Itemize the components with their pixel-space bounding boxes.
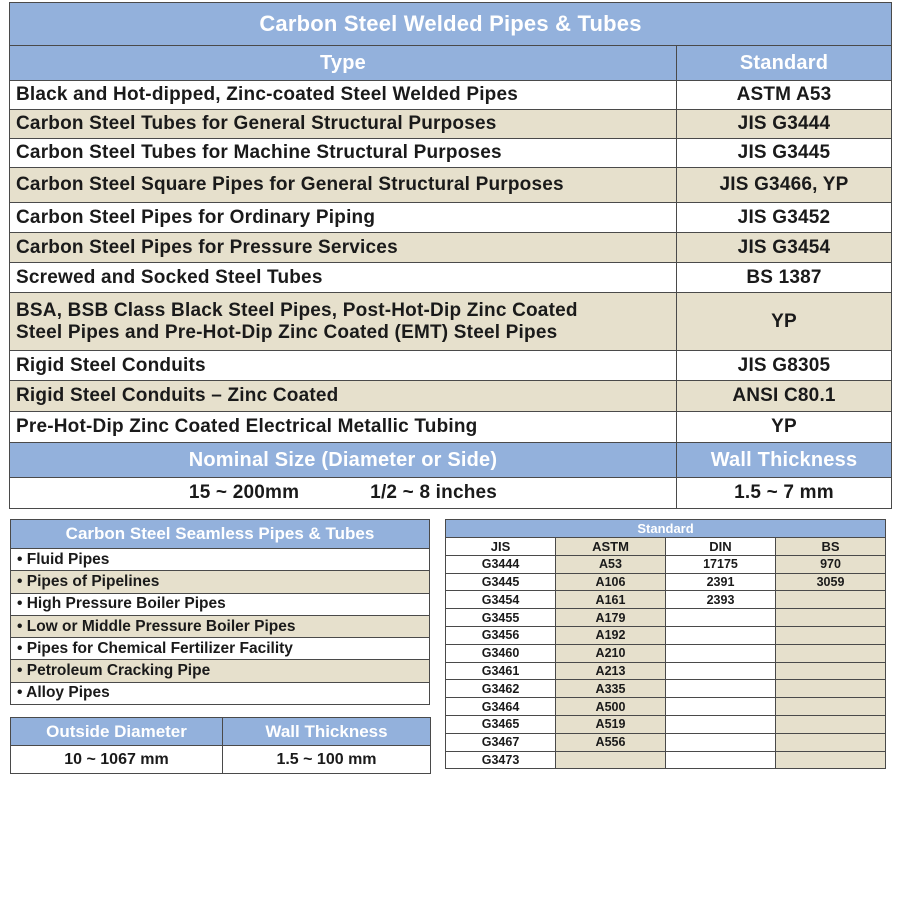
astm-cell: A179 (556, 609, 666, 627)
table-row (446, 680, 886, 698)
astm-cell: A335 (556, 680, 666, 698)
standard-cell: ANSI C80.1 (677, 381, 892, 412)
din-cell (666, 609, 776, 627)
astm-cell: A192 (556, 626, 666, 644)
jis-cell: G3465 (446, 715, 556, 733)
din-cell: 2391 (666, 573, 776, 591)
wall-thickness-value: 1.5 ~ 7 mm (677, 478, 892, 509)
type-cell: Carbon Steel Tubes for General Structural Purposes (10, 110, 677, 139)
standard-cell: JIS G8305 (677, 351, 892, 381)
din-cell (666, 680, 776, 698)
welded-title: Carbon Steel Welded Pipes & Tubes (10, 3, 892, 46)
bs-cell (776, 715, 886, 733)
astm-cell: A210 (556, 644, 666, 662)
table-row (446, 733, 886, 751)
standard-column-header: Standard (677, 46, 892, 81)
list-item-label: • Petroleum Cracking Pipe (11, 660, 430, 682)
table-row (446, 573, 886, 591)
bs-cell (776, 698, 886, 716)
jis-cell: G3461 (446, 662, 556, 680)
list-item-label: • Low or Middle Pressure Boiler Pipes (11, 615, 430, 637)
jis-cell: G3460 (446, 644, 556, 662)
seamless-title: Carbon Steel Seamless Pipes & Tubes (11, 520, 430, 549)
type-cell: Pre-Hot-Dip Zinc Coated Electrical Metallic Tubing (10, 412, 677, 443)
jis-cell: G3444 (446, 555, 556, 573)
standards-table (445, 519, 886, 769)
list-item (11, 660, 430, 682)
bs-cell: 3059 (776, 573, 886, 591)
type-column-header: Type (10, 46, 677, 81)
standard-cell: JIS G3444 (677, 110, 892, 139)
type-cell: Black and Hot-dipped, Zinc-coated Steel Welded Pipes (10, 81, 677, 110)
bs-cell (776, 626, 886, 644)
jis-header: JIS (446, 538, 556, 556)
din-cell (666, 715, 776, 733)
din-cell (666, 626, 776, 644)
bs-header: BS (776, 538, 886, 556)
nominal-size-cell (10, 478, 677, 509)
din-cell: 17175 (666, 555, 776, 573)
outside-diameter-value: 10 ~ 1067 mm (11, 746, 223, 774)
jis-cell: G3464 (446, 698, 556, 716)
table-row (446, 751, 886, 769)
list-item (11, 549, 430, 571)
jis-cell: G3455 (446, 609, 556, 627)
size-header-row (10, 443, 892, 478)
standards-title: Standard (446, 520, 886, 538)
table-row (10, 110, 892, 139)
table-row (446, 644, 886, 662)
dimensions-value-row (11, 746, 431, 774)
jis-cell: G3445 (446, 573, 556, 591)
type-cell: Carbon Steel Pipes for Pressure Services (10, 233, 677, 263)
table-row (446, 662, 886, 680)
table-row (10, 168, 892, 203)
type-line: Steel Pipes and Pre-Hot-Dip Zinc Coated (EMT) Steel Pipes (16, 321, 558, 343)
din-cell (666, 644, 776, 662)
table-row (446, 591, 886, 609)
list-item-label: • Fluid Pipes (11, 549, 430, 571)
seamless-title-row (11, 520, 430, 549)
bs-cell (776, 680, 886, 698)
bs-cell: 970 (776, 555, 886, 573)
list-item (11, 571, 430, 593)
table-row (10, 351, 892, 381)
type-cell: Carbon Steel Pipes for Ordinary Piping (10, 203, 677, 233)
table-row (446, 626, 886, 644)
standard-cell: ASTM A53 (677, 81, 892, 110)
nominal-size-header: Nominal Size (Diameter or Side) (10, 443, 677, 478)
table-row (10, 381, 892, 412)
list-item-label: • Pipes of Pipelines (11, 571, 430, 593)
bs-cell (776, 591, 886, 609)
astm-cell: A500 (556, 698, 666, 716)
seamless-pipes-list (10, 519, 430, 705)
list-item-label: • Pipes for Chemical Fertilizer Facility (11, 638, 430, 660)
astm-cell: A556 (556, 733, 666, 751)
standard-cell: JIS G3454 (677, 233, 892, 263)
astm-cell (556, 751, 666, 769)
type-line: BSA, BSB Class Black Steel Pipes, Post-Hot-Dip Zinc Coated (16, 299, 578, 321)
size-inches: 1/2 ~ 8 inches (370, 482, 498, 503)
type-cell: Carbon Steel Square Pipes for General Structural Purposes (10, 168, 677, 203)
jis-cell: G3462 (446, 680, 556, 698)
standard-cell: JIS G3445 (677, 139, 892, 168)
table-row (10, 412, 892, 443)
bs-cell (776, 662, 886, 680)
type-cell: Screwed and Socked Steel Tubes (10, 263, 677, 293)
size-value-row (10, 478, 892, 509)
seamless-dimensions-table (10, 717, 431, 774)
astm-cell: A213 (556, 662, 666, 680)
table-row (10, 81, 892, 110)
standard-cell: YP (677, 293, 892, 351)
wall-thickness-header: Wall Thickness (677, 443, 892, 478)
astm-cell: A106 (556, 573, 666, 591)
size-mm: 15 ~ 200mm (188, 482, 300, 503)
jis-cell: G3467 (446, 733, 556, 751)
bs-cell (776, 733, 886, 751)
outside-diameter-header: Outside Diameter (11, 718, 223, 746)
welded-title-row (10, 3, 892, 46)
table-row (446, 609, 886, 627)
astm-cell: A53 (556, 555, 666, 573)
astm-header: ASTM (556, 538, 666, 556)
list-item (11, 615, 430, 637)
table-row (10, 139, 892, 168)
table-row (10, 203, 892, 233)
astm-cell: A161 (556, 591, 666, 609)
welded-header-row (10, 46, 892, 81)
standards-header-row (446, 538, 886, 556)
standard-cell: BS 1387 (677, 263, 892, 293)
table-row (446, 555, 886, 573)
welded-pipes-table (9, 2, 892, 509)
jis-cell: G3454 (446, 591, 556, 609)
table-row (10, 263, 892, 293)
standard-cell: JIS G3466, YP (677, 168, 892, 203)
din-cell (666, 733, 776, 751)
jis-cell: G3473 (446, 751, 556, 769)
list-item (11, 593, 430, 615)
bs-cell (776, 751, 886, 769)
bs-cell (776, 609, 886, 627)
bs-cell (776, 644, 886, 662)
type-cell: Carbon Steel Tubes for Machine Structural Purposes (10, 139, 677, 168)
din-header: DIN (666, 538, 776, 556)
din-cell (666, 751, 776, 769)
list-item-label: • High Pressure Boiler Pipes (11, 593, 430, 615)
astm-cell: A519 (556, 715, 666, 733)
standard-cell: YP (677, 412, 892, 443)
type-cell (10, 293, 677, 351)
jis-cell: G3456 (446, 626, 556, 644)
standards-body (446, 555, 886, 769)
table-row (446, 698, 886, 716)
seamless-wall-thickness-header: Wall Thickness (223, 718, 431, 746)
seamless-wall-thickness-value: 1.5 ~ 100 mm (223, 746, 431, 774)
type-cell: Rigid Steel Conduits (10, 351, 677, 381)
type-cell: Rigid Steel Conduits – Zinc Coated (10, 381, 677, 412)
table-row (10, 293, 892, 351)
din-cell (666, 698, 776, 716)
list-item (11, 682, 430, 704)
standards-title-row (446, 520, 886, 538)
din-cell (666, 662, 776, 680)
table-row (446, 715, 886, 733)
din-cell: 2393 (666, 591, 776, 609)
standard-cell: JIS G3452 (677, 203, 892, 233)
list-item-label: • Alloy Pipes (11, 682, 430, 704)
dimensions-header-row (11, 718, 431, 746)
list-item (11, 638, 430, 660)
table-row (10, 233, 892, 263)
